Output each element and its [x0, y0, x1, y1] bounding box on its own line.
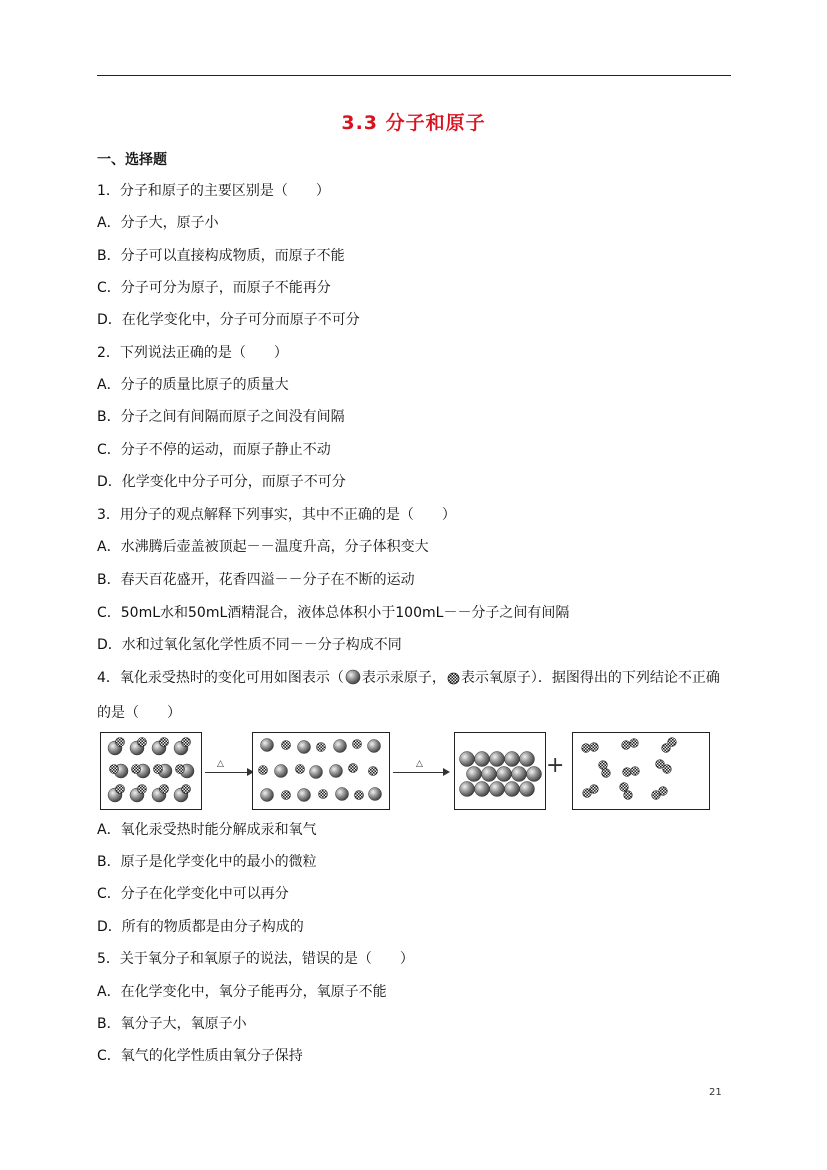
header-rule: [97, 75, 731, 76]
question-4-stem-part3: 表示氧原子）．据图得出的下列结论不正确的是（ ）: [97, 670, 720, 721]
section-heading: 一、选择题: [97, 152, 167, 168]
panel-mercury-oxide-molecules: [100, 732, 202, 810]
question-1-option-b: B．分子可以直接构成物质，而原子不能: [97, 248, 345, 264]
page-number: 21: [709, 1087, 722, 1098]
question-5-option-c: C．氧气的化学性质由氧分子保持: [97, 1048, 303, 1064]
arrow-1-heat-symbol: △: [217, 759, 224, 769]
page-title: 3.3 分子和原子: [341, 112, 486, 134]
question-2-option-b: B．分子之间有间隔而原子之间没有间隔: [97, 409, 345, 425]
question-1-option-c: C．分子可分为原子，而原子不能再分: [97, 280, 331, 296]
question-3-option-c: C．50mL水和50mL酒精混合，液体总体积小于100mL－－分子之间有间隔: [97, 605, 570, 621]
question-4-option-b: B．原子是化学变化中的最小的微粒: [97, 854, 317, 870]
question-5-stem: 5．关于氧分子和氧原子的说法，错误的是（ ）: [97, 951, 414, 967]
question-2-option-c: C．分子不停的运动，而原子静止不动: [97, 442, 331, 458]
question-5-option-b: B．氧分子大，氧原子小: [97, 1016, 247, 1032]
question-2-stem: 2．下列说法正确的是（ ）: [97, 345, 288, 361]
question-1-stem: 1．分子和原子的主要区别是（ ）: [97, 183, 330, 199]
question-4-option-a: A．氧化汞受热时能分解成汞和氧气: [97, 822, 317, 838]
question-4-option-d: D．所有的物质都是由分子构成的: [97, 919, 304, 935]
question-4-option-c: C．分子在化学变化中可以再分: [97, 886, 289, 902]
arrow-2-head: [443, 768, 450, 776]
question-1-option-a: A．分子大，原子小: [97, 215, 219, 231]
arrow-1-line: [205, 772, 248, 773]
plus-sign: +: [546, 753, 565, 778]
question-3-stem: 3．用分子的观点解释下列事实，其中不正确的是（ ）: [97, 507, 456, 523]
arrow-2-line: [393, 772, 444, 773]
question-3-option-b: B．春天百花盛开，花香四溢－－分子在不断的运动: [97, 572, 415, 588]
arrow-2-heat-symbol: △: [416, 759, 423, 769]
mercury-atom-icon: [345, 665, 361, 697]
question-4-stem-part1: 4．氧化汞受热时的变化可用如图表示（: [97, 670, 344, 686]
question-4-stem: [97, 662, 729, 729]
panel-mercury-metal: [454, 732, 546, 810]
question-1-option-d: D．在化学变化中，分子可分而原子不可分: [97, 312, 360, 328]
question-4-stem-part2: 表示汞原子，: [361, 670, 446, 686]
question-5-option-a: A．在化学变化中，氧分子能再分，氧原子不能: [97, 984, 387, 1000]
panel-oxygen-molecules: [572, 732, 710, 810]
panel-separated-atoms: [252, 732, 390, 810]
question-2-option-a: A．分子的质量比原子的质量大: [97, 377, 289, 393]
question-3-option-d: D．水和过氧化氢化学性质不同－－分子构成不同: [97, 637, 402, 653]
question-2-option-d: D．化学变化中分子可分，而原子不可分: [97, 474, 346, 490]
oxygen-atom-icon: [447, 665, 460, 697]
mercury-oxide-decomposition-figure: [97, 732, 729, 812]
question-3-option-a: A．水沸腾后壶盖被顶起－－温度升高，分子体积变大: [97, 539, 429, 555]
